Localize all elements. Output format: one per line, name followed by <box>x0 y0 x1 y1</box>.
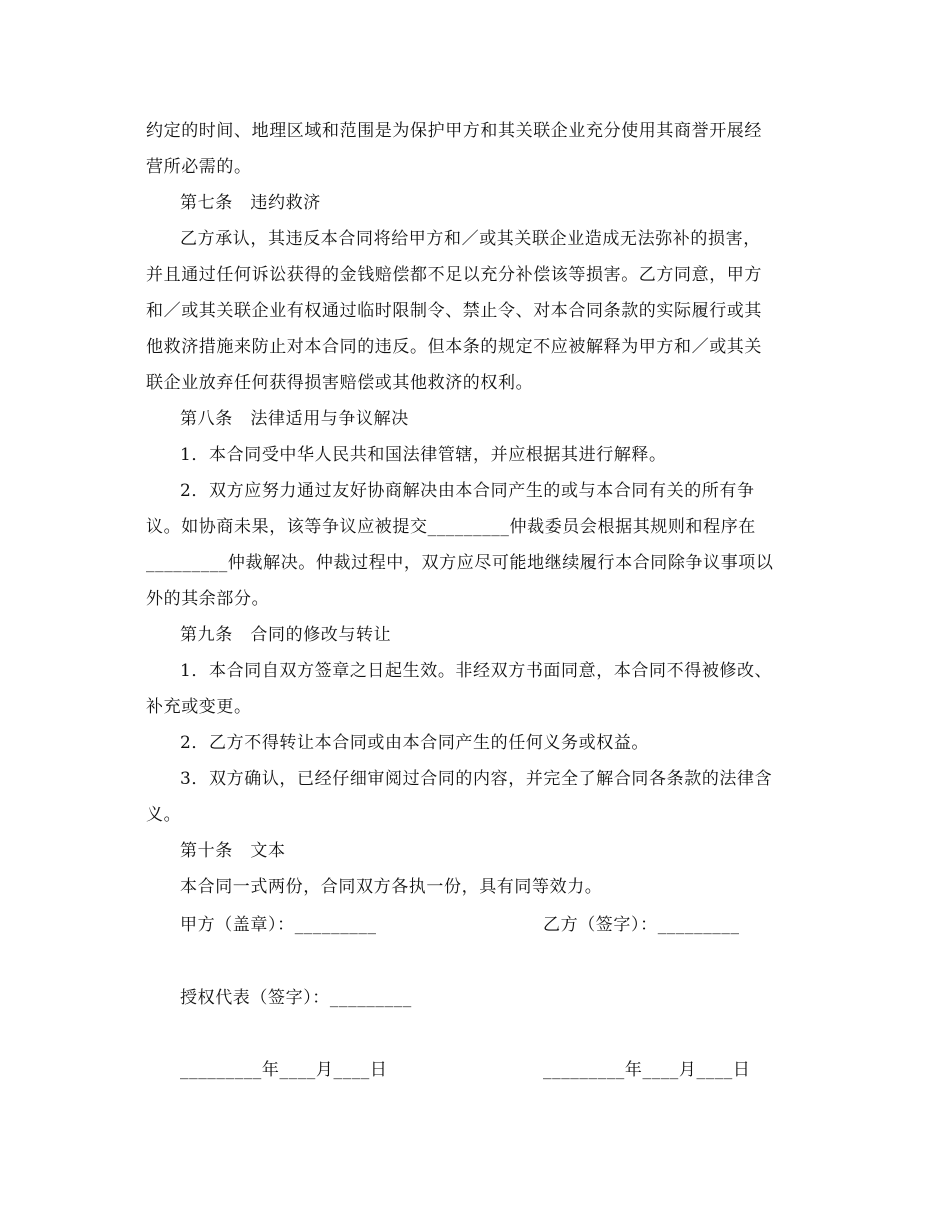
clause-line: 1．本合同自双方签章之日起生效。非经双方书面同意，本合同不得被修改、 <box>180 661 773 681</box>
paragraph-line: 乙方承认，其违反本合同将给甲方和／或其关联企业造成无法弥补的损害， <box>180 229 761 249</box>
party-b-signature-field: 乙方（签字）：_________ <box>543 915 740 935</box>
paragraph-line: 并且通过任何诉讼获得的金钱赔偿都不足以充分补偿该等损害。乙方同意，甲方 <box>146 265 762 285</box>
article-heading: 第十条 文本 <box>180 841 286 861</box>
article-heading: 第九条 合同的修改与转让 <box>180 625 392 645</box>
paragraph-line: 补充或变更。 <box>146 697 252 717</box>
paragraph-line: 约定的时间、地理区域和范围是为保护甲方和其关联企业充分使用其商誉开展经 <box>146 121 762 141</box>
paragraph-line: _________仲裁解决。仲裁过程中，双方应尽可能地继续履行本合同除争议事项以 <box>146 553 774 573</box>
article-heading: 第八条 法律适用与争议解决 <box>180 409 409 429</box>
clause-line: 2．乙方不得转让本合同或由本合同产生的任何义务或权益。 <box>180 733 650 753</box>
clause-line: 2．双方应努力通过友好协商解决由本合同产生的或与本合同有关的所有争 <box>180 481 755 501</box>
paragraph-line: 外的其余部分。 <box>146 589 270 609</box>
party-a-date-field: _________年____月____日 <box>180 1060 388 1080</box>
paragraph-line: 本合同一式两份，合同双方各执一份，具有同等效力。 <box>180 877 603 897</box>
paragraph-line: 和／或其关联企业有权通过临时限制令、禁止令、对本合同条款的实际履行或其 <box>146 301 762 321</box>
clause-line: 1．本合同受中华人民共和国法律管辖，并应根据其进行解释。 <box>180 445 667 465</box>
paragraph-line: 他救济措施来防止对本合同的违反。但本条的规定不应被解释为甲方和／或其关 <box>146 337 762 357</box>
paragraph-line: 议。如协商未果，该等争议应被提交_________仲裁委员会根据其规则和程序在 <box>146 517 756 537</box>
party-a-signature-field: 甲方（盖章）：_________ <box>180 915 377 935</box>
paragraph-line: 义。 <box>146 805 182 825</box>
representative-signature-field: 授权代表（签字）：_________ <box>180 988 412 1008</box>
party-b-date-field: _________年____月____日 <box>543 1060 751 1080</box>
clause-line: 3．双方确认，已经仔细审阅过合同的内容，并完全了解合同各条款的法律含 <box>180 769 773 789</box>
paragraph-line: 联企业放弃任何获得损害赔偿或其他救济的权利。 <box>146 373 534 393</box>
article-heading: 第七条 违约救济 <box>180 193 321 213</box>
paragraph-line: 营所必需的。 <box>146 157 252 177</box>
